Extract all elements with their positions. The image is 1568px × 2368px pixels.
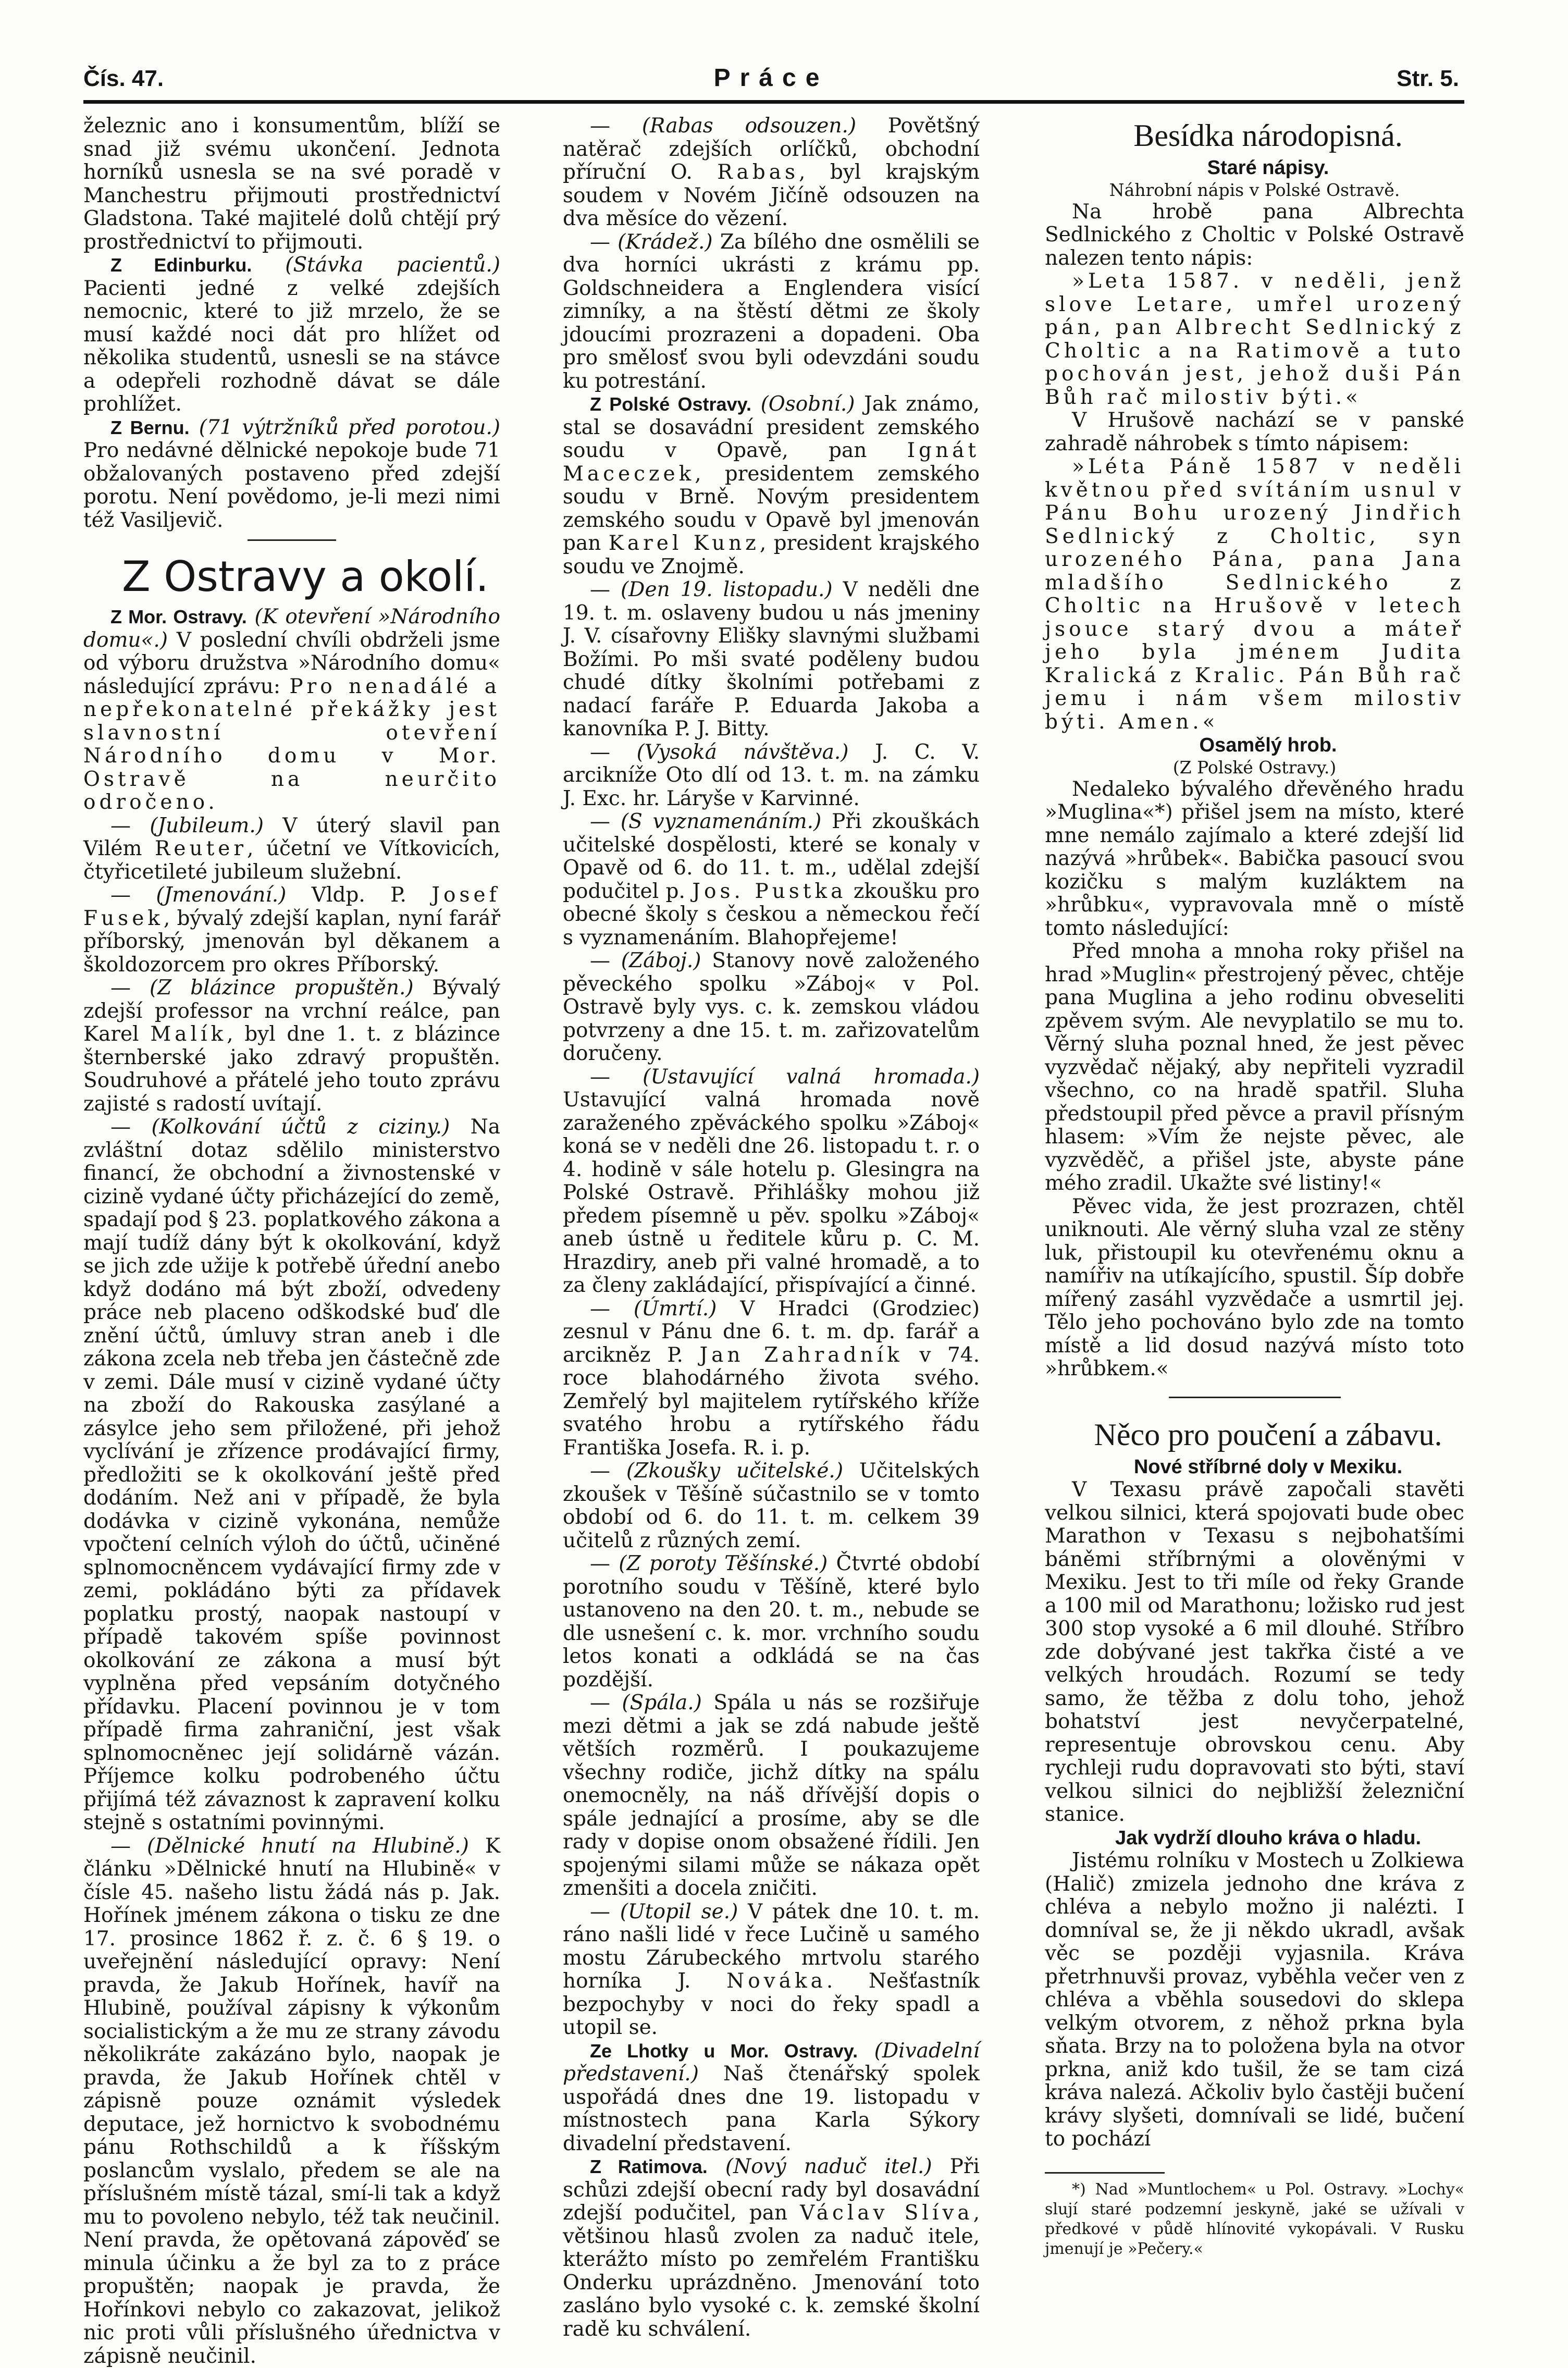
paragraph: Na hrobě pana Albrechta Sedlnického z Choltic v Polské Ostravě nalezen tento nápis: xyxy=(1045,201,1464,270)
issue-number: Čís. 47. xyxy=(83,66,164,92)
page-header xyxy=(83,61,1459,99)
footnote-rule xyxy=(1045,2172,1165,2174)
divider xyxy=(248,539,336,541)
column-2 xyxy=(563,115,980,2215)
paragraph: V Texasu právě započali stavěti velkou silnici, která spojovati bude obec Marathon v Texasu s nejbohatšími báněmi stříbrnými a olověnými v Mexiku. Jest to tři míle od řeky Grande a 100 mil od Marathonu; ložisko rud jest 300 stop vysoké a 6 mil dlouhé. Stříbro zde dobývané jest takřka čisté a ve velkých hroudách. Rozumí se tedy samo, že těžba z dolu toho, jehož bohatství jest nevyčerpatelné, representuje obrovskou cenu. Aby rychleji rudu dopravovati sto býti, staví velkou silnici do nejbližší železniční stanice. xyxy=(1045,1478,1464,1827)
news-vyznamenani: — (S vyznamenáním.) Při zkouškách učitelské dospělosti, které se konaly v Opavě od 6. do 11. t. m., udělal zdejší podučitel p. Jos. Pustka zkoušku pro obecné školy s českou a německou řečí s vyznamenáním. Blahopřejeme! xyxy=(563,810,980,949)
subheading: Nové stříbrné doly v Mexiku. xyxy=(1045,1456,1464,1479)
inscription: »Léta Páně 1587 v neděli květnou před svítáním usnul v Pánu Bohu urozený Jindřich Sedlnický z Choltic, syn urozeného Pána, pana Jana mladšího Sedlnického z Choltic na Hrušově v letech jsouce starý dvou a máteř jeho byla jménem Judita Kralická z Kralic. Pán Bůh rač jemu i nám všem milostiv býti. Amen.« xyxy=(1045,455,1464,734)
column-3 xyxy=(1045,115,1464,2215)
header-rule xyxy=(83,100,1464,104)
news-umrti: — (Úmrtí.) V Hradci (Grodziec) zesnul v Pánu dne 6. t. m. dp. farář a arcikněz P. Jan Zahradník v 74. roce blahodárného života svého. Zemřelý byl majitelem rytířského kříže svatého hrobu a rytířského řádu Františka Josefa. R. i. p. xyxy=(563,1298,980,1460)
newspaper-title: Práce xyxy=(83,64,1459,92)
paragraph: Jistému rolníku v Mostech u Zolkiewa (Halič) zmizela jednoho dne kráva z chléva a nebylo možno ji nalézti. I domníval se, že ji někdo ukradl, avšak věc se později vyjasnila. Kráva přetrhnuvši provaz, vyběhla večer ven z chléva a vběhla sousedovi do sklepa velkým otvorem, z něhož prkna byla sňata. Brzy na to položena byla na otvor prkna, aniž kdo tušil, že se tam cizá kráva nalezá. Ačkoliv bylo častěji bučení krávy slyšeti, domnívali se lidé, bučení to pochází xyxy=(1045,1849,1464,2151)
subheading: Osamělý hrob. xyxy=(1045,734,1464,757)
news-jubileum: — (Jubileum.) V úterý slavil pan Vilém Reuter, účetní ve Vítkovicích, čtyřicetileté jubileum služební. xyxy=(83,815,500,884)
subheading: (Z Polské Ostravy.) xyxy=(1045,757,1464,778)
divider xyxy=(1169,1397,1341,1398)
paragraph: Před mnoha a mnoha roky přišel na hrad »Muglin« přestrojený pěvec, chtěje pana Muglina a jeho rodinu obveseliti zpěvem svým. Ale nevyplatilo se mu to. Věrný sluha poznal hned, že jest pěvec vyzvědač nějaký, aby nepřiteli vyzradil všechno, co na hradě spatřil. Sluha předstoupil před pěvce a pravil přísným hlasem: »Vím že nejste pěvec, ale vyzvěděč, a přišel jste, abyste páne mého zradil. Ukažte své listiny!« xyxy=(1045,940,1464,1195)
news-porota: — (Z poroty Těšínské.) Čtvrté období porotního soudu v Těšíně, které bylo ustanoveno na den 20. t. m., nebude se dle usnešení c. k. mor. vrchního soudu letos konati a odkládá se na čas pozdější. xyxy=(563,1552,980,1692)
news-jmenovani: — (Jmenování.) Vldp. P. Josef Fusek, bývalý zdejší kaplan, nyní farář příborský, jmenován byl děkanem a školdozorcem pro okres Příborský. xyxy=(83,884,500,977)
paragraph: Pěvec vida, že jest prozrazen, chtěl uniknouti. Ale věrný sluha vzal ze stěny luk, přistoupil ku otevřenému oknu a namířiv na utíkajícího, spustil. Šíp dobře mířený zasáhl vyzvědače a usmrtil jej. Tělo jeho pochováno bylo zde na tomto místě a lid dosud nazývá místo toto »hrůbkem.« xyxy=(1045,1195,1464,1381)
news-blazinec: — (Z blázince propuštěn.) Bývalý zdejší professor na vrchní reálce, pan Karel Malík, byl dne 1. t. z blázince šternberské jako zdravý propuštěn. Soudruhové a přátelé jeho touto zprávu zajisté s radostí uvítají. xyxy=(83,977,500,1116)
news-kradez: — (Krádež.) Za bílého dne osmělili se dva horníci ukrásti z krámu pp. Goldschneidera a Englendera visící zimníky, a na štěstí dětmi ze školy jdoucími prozrazeni a dopadeni. Oba pro smělosť svou byli odevzdáni soudu ku potrestání. xyxy=(563,231,980,393)
paragraph: Nedaleko bývalého dřevěného hradu »Muglina«*) přišel jsem na místo, které mne nemálo zajímalo a které zdejší lid nazývá »hrůbek«. Babička pasoucí svou kozičku s malým kuzláktem na »hrůbku«, vypravovala mně o místě tomto následující: xyxy=(1045,778,1464,941)
news-ratimov: Z Ratimova. (Nový naduč itel.) Při schůzi zdejší obecní rady byl dosavádní zdejší podučitel, pan Václav Slíva, většinou hlasů zvolen za naduč itele, kterážto místo po zemřelém Františku Onderku uprázdněno. Jmenování toto zasláno bylo vysoké c. k. zemské školní radě ku schválení. xyxy=(563,2155,980,2341)
news-rabas: — (Rabas odsouzen.) Povětšný natěrač zdejších orlíčků, obchodní příruční O. Rabas, byl krajským soudem v Novém Jičíně odsouzen na dva měsíce do vězení. xyxy=(563,115,980,231)
news-valna-hromada: — (Ustavující valná hromada.) Ustavující valná hromada nově zaraženého zpěváckého spolku »Záboj« koná se v neděli dne 26. listopadu t. r. o 4. hodině v sále hotelu p. Glesingra na Polské Ostravě. Přihlášky mohou již předem písemně u pěv. spolku »Záboj« aneb ústně u ředitele kůru p. C. M. Hrazdiry, aneb při valné hromadě, a to za členy zakládající, přispívající a činné. xyxy=(563,1066,980,1298)
news-zkousky: — (Zkoušky učitelské.) Učitelských zkoušek v Těšíně súčastnilo se v tomto období od 6. do 11. t. m. celkem 39 učitelů z různých zemí. xyxy=(563,1460,980,1552)
paragraph: V Hrušově nachází se v panské zahradě náhrobek s tímto nápisem: xyxy=(1045,409,1464,455)
news-utopil: — (Utopil se.) V pátek dne 10. t. m. ráno našli lidé v řece Lučině u samého mostu Zárubeckého mrtvolu starého horníka J. Nováka. Nešťastník bezpochyby v noci do řeky spadl a utopil se. xyxy=(563,1901,980,2040)
inscription: »Leta 1587. v neděli, jenž slove Letare, umřel urozený pán, pan Albrecht Sedlnický z Choltic a na Ratimově a tuto pochován jest, jehož duši Pán Bůh rač milostiv býti.« xyxy=(1045,270,1464,409)
news-vysoka-navsteva: — (Vysoká návštěva.) J. C. V. arcikníže Oto dlí od 13. t. m. na zámku J. Exc. hr. Láryše v Karvinné. xyxy=(563,741,980,811)
section-title: Besídka národopisná. xyxy=(1045,115,1464,156)
news-zaboj: — (Záboj.) Stanovy nově založeného pěveckého spolku »Záboj« v Pol. Ostravě byly vys. c. k. zemskou vládou potvrzeny a dne 15. t. m. zařizovatelům doručeny. xyxy=(563,949,980,1066)
news-polska-ostrava: Z Polské Ostravy. (Osobní.) Jak známo, stal se dosavádní president zemského soudu v Opavě, pan Ignát Maceczek, presidentem zemského soudu v Brně. Novým presidentem zemského soudu v Opavě byl jmenován pan Karel Kunz, president krajského soudu ve Znojmě. xyxy=(563,393,980,578)
page-number: Str. 5. xyxy=(1397,66,1459,92)
news-edinburk: Z Edinburku. (Stávka pacientů.) Pacienti jedné z velké zdejších nemocnic, které to již mrzelo, že se musí každé noci dát pro hlížet od několika studentů, usnesli se na stávce a odepřeli rozhodně dávat se dále prohlížet. xyxy=(83,254,500,416)
news-bern: Z Bernu. (71 výtržníků před porotou.) Pro nedávné dělnické nepokoje bude 71 obžalovaných postaveno před zdejší porotu. Není povědomo, je-li mezi nimi též Vasiljevič. xyxy=(83,416,500,533)
news-kolkovani: — (Kolkování účtů z ciziny.) Na zvláštní dotaz sdělilo ministerstvo financí, že obchodní a živnostenské v cizině vydané účty přicházející do země, spadají pod § 23. poplatkového zákona a mají tudíž dány být k okolkování, když se jich zde užije k potřebě úřední anebo když dodáno má být zboží, odvedeny práce neb placeno odškodské buď dle znění účtů, úmluvy stran aneb i dle zákona zcela neb třeba jen částečně zde v zemi. Dále musí v cizině vydané účty na zboží do Rakouska zasýlané a zásylce jeho sem přiložené, při jehož vyclívání je zřízence prodávající firmy, předložiti se k okolkování ještě před dodáním. Než ani v případě, že byla dodávka v cizině vykonána, nemůže vpočtení celních výloh do účtů, učiněné splnomocněncem vydávající firmy zde v zemi, pokládáno býti za přídavek poplatku prostý, naopak nastoupí v případě takovém spíše povinnost okolkování ze zákona a musí být vyplněna před vepsáním dotyčného přídavku. Placení povinnou je v tom případě firma zahraniční, jest však splnomocněnec její solidárně vázán. Příjemce kolku podrobeného účtu přijímá též závaznost k zapravení kolku stejně s ostatními povinnými. xyxy=(83,1116,500,1835)
paragraph: železnic ano i konsumentům, blíží se snad již svému ukončení. Jednota horníků usnesla se na své poradě v Manchestru přijmouti prostřednictví Gladstona. Také majitelé dolů chtějí prý prostřednictví to přijmouti. xyxy=(83,115,500,254)
news-den-19: — (Den 19. listopadu.) V neděli dne 19. t. m. oslaveny budou u nás jmeniny J. V. císařovny Elišky slavnými službami Božími. Po mši svaté poděleny budou chudé dítky školními potřebami z nadací faráře P. Eduarda Jakoba a kanovníka P. J. Bitty. xyxy=(563,578,980,741)
footnote: *) Nad »Muntlochem« u Pol. Ostravy. »Lochy« slují staré podzemní jeskyně, jaké se užívali v předkové v půdě hlínovité vykopávali. V Rusku jmenují je »Pečery.« xyxy=(1045,2180,1464,2259)
news-delnicke-hnuti: — (Dělnické hnutí na Hlubině.) K článku »Dělnické hnutí na Hlubině« v čísle 45. našeho listu žádá nás p. Jak. Hořínek jménem zákona o tisku ze dne 17. prosince 1862 ř. z. č. 6 § 19. o uveřejnění následující opravy: Není pravda, že Jakub Hořínek, havíř na Hlubině, používal zápisny k výkonům socialistickým a že mu ze strany závodu několikráte zakázáno bylo, naopak je pravda, že Jakub Hořínek chtěl v zápisně pouze oznámit výsledek deputace, jež hornictvo k svobodnému pánu Rothschildů a k říšským poslancům vyslalo, předem se ale na příslušném místě tázal, smí-li tak a když mu to povoleno nebylo, též tak neučinil. Není pravda, že opětovaná zápověď se minula účinku a že byl za to z práce propuštěn; naopak je pravda, že Hořínkovi nebylo co zakazovat, jelikož nic proti vůli příslušného úřednictva v zápisně neučinil. xyxy=(83,1835,500,2368)
news-spala: — (Spála.) Spála u nás se rozšiřuje mezi dětmi a jak se zdá nabude ještě větších rozměrů. I poukazujeme všechny rodiče, jichž dítky na spálu onemocněly, na náš dřívější dopis o spále jednající a prosíme, aby se dle rady v dopise onom obsažené řídili. Jen spojenými silami může se nákaza opět zmenšiti a docela zničiti. xyxy=(563,1692,980,1901)
section-title: Něco pro poučení a zábavu. xyxy=(1045,1414,1464,1456)
subheading: Náhrobní nápis v Polské Ostravě. xyxy=(1045,180,1464,201)
news-mor-ostrava: Z Mor. Ostravy. (K otevření »Národního domu«.) V poslední chvíli obdrželi jsme od výboru družstva »Národního domu« následující zprávu: Pro nenadálé a nepřekonatelné překážky jest slavnostní otevření Národního domu v Mor. Ostravě na neurčito odročeno. xyxy=(83,606,500,815)
column-1 xyxy=(83,115,500,2215)
section-title: Z Ostravy a okolí. xyxy=(83,548,500,606)
news-lhotka: Ze Lhotky u Mor. Ostravy. (Divadelní představení.) Naš čtenářský spolek uspořádá dnes dne 19. listopadu v místnostech pana Karla Sýkory divadelní představení. xyxy=(563,2040,980,2156)
subheading: Jak vydrží dlouho kráva o hladu. xyxy=(1045,1827,1464,1850)
subheading: Staré nápisy. xyxy=(1045,156,1464,180)
